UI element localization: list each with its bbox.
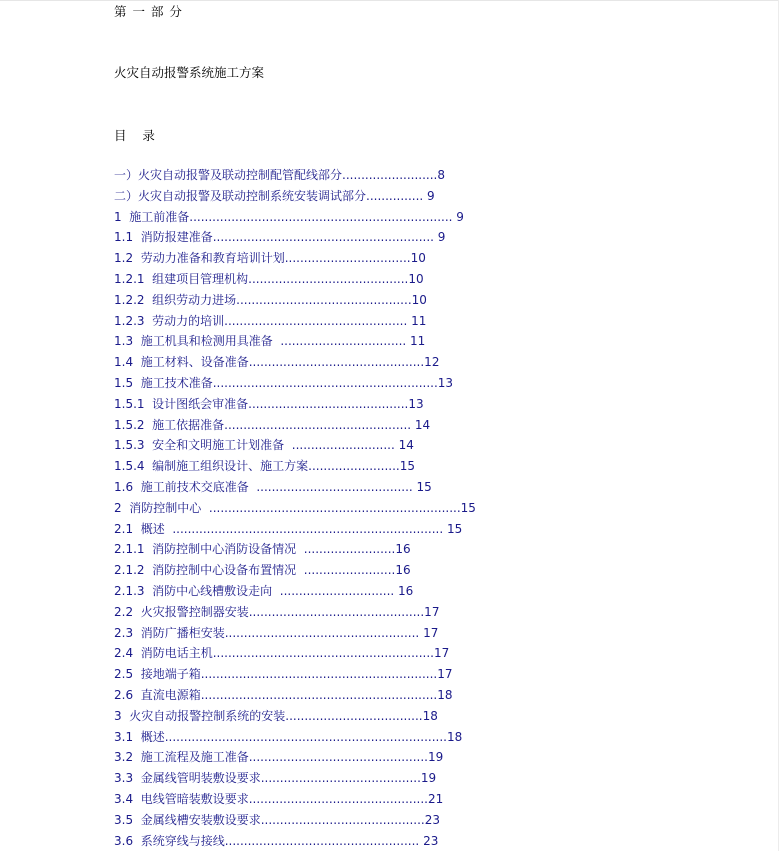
- toc-entry[interactable]: 2.3 消防广播柜安装................................................... 17: [114, 625, 476, 646]
- toc-entry[interactable]: 3.6 系统穿线与接线................................................... 23: [114, 833, 476, 853]
- toc-entry[interactable]: 1.5.1 设计图纸会审准备..........................................13: [114, 396, 476, 417]
- toc-entry[interactable]: 2.2 火灾报警控制器安装..............................................17: [114, 604, 476, 625]
- toc-entry[interactable]: 3.3 金属线管明装敷设要求..........................................19: [114, 770, 476, 791]
- table-of-contents: [114, 167, 476, 853]
- toc-entry[interactable]: 2.4 消防电话主机..........................................................17: [114, 645, 476, 666]
- toc-entry[interactable]: 1.2.1 组建项目管理机构..........................................10: [114, 271, 476, 292]
- toc-entry[interactable]: 1.2 劳动力准备和教育培训计划.................................10: [114, 250, 476, 271]
- toc-entry[interactable]: 2 消防控制中心 ..................................................................15: [114, 500, 476, 521]
- toc-entry[interactable]: 1.1 消防报建准备.......................................................... 9: [114, 229, 476, 250]
- toc-entry[interactable]: 1.4 施工材料、设备准备..............................................12: [114, 354, 476, 375]
- toc-entry[interactable]: 3 火灾自动报警控制系统的安装....................................18: [114, 708, 476, 729]
- toc-entry[interactable]: 1 施工前准备..................................................................... 9: [114, 209, 476, 230]
- part-title: 第 一 部 分: [114, 2, 183, 20]
- toc-entry[interactable]: 2.5 接地端子箱..............................................................17: [114, 666, 476, 687]
- toc-entry[interactable]: 1.5.3 安全和文明施工计划准备 ........................... 14: [114, 437, 476, 458]
- toc-entry[interactable]: 3.5 金属线槽安装敷设要求...........................................23: [114, 812, 476, 833]
- toc-entry[interactable]: 2.1.3 消防中心线槽敷设走向 .............................. 16: [114, 583, 476, 604]
- toc-entry[interactable]: 3.2 施工流程及施工准备...............................................19: [114, 749, 476, 770]
- toc-entry[interactable]: 3.1 概述..........................................................................18: [114, 729, 476, 750]
- toc-entry[interactable]: 1.6 施工前技术交底准备 ......................................... 15: [114, 479, 476, 500]
- toc-heading: 目 录: [114, 126, 155, 144]
- toc-entry[interactable]: 1.3 施工机具和检测用具准备 ................................. 11: [114, 333, 476, 354]
- toc-entry[interactable]: 1.5.2 施工依据准备................................................. 14: [114, 417, 476, 438]
- toc-entry[interactable]: 2.1.1 消防控制中心消防设备情况 ........................16: [114, 541, 476, 562]
- toc-entry[interactable]: 1.2.3 劳动力的培训................................................ 11: [114, 313, 476, 334]
- toc-entry[interactable]: 1.2.2 组织劳动力进场..............................................10: [114, 292, 476, 313]
- toc-entry[interactable]: 2.6 直流电源箱..............................................................18: [114, 687, 476, 708]
- document-title: 火灾自动报警系统施工方案: [114, 63, 264, 81]
- toc-entry[interactable]: 3.4 电线管暗装敷设要求...............................................21: [114, 791, 476, 812]
- toc-entry[interactable]: 1.5 施工技术准备...........................................................13: [114, 375, 476, 396]
- page-top-edge: [0, 0, 779, 1]
- toc-entry[interactable]: 二）火灾自动报警及联动控制系统安装调试部分............... 9: [114, 188, 476, 209]
- toc-entry[interactable]: 2.1.2 消防控制中心设备布置情况 ........................16: [114, 562, 476, 583]
- toc-entry[interactable]: 1.5.4 编制施工组织设计、施工方案........................15: [114, 458, 476, 479]
- toc-entry[interactable]: 一）火灾自动报警及联动控制配管配线部分.........................8: [114, 167, 476, 188]
- toc-entry[interactable]: 2.1 概述 ....................................................................... 15: [114, 521, 476, 542]
